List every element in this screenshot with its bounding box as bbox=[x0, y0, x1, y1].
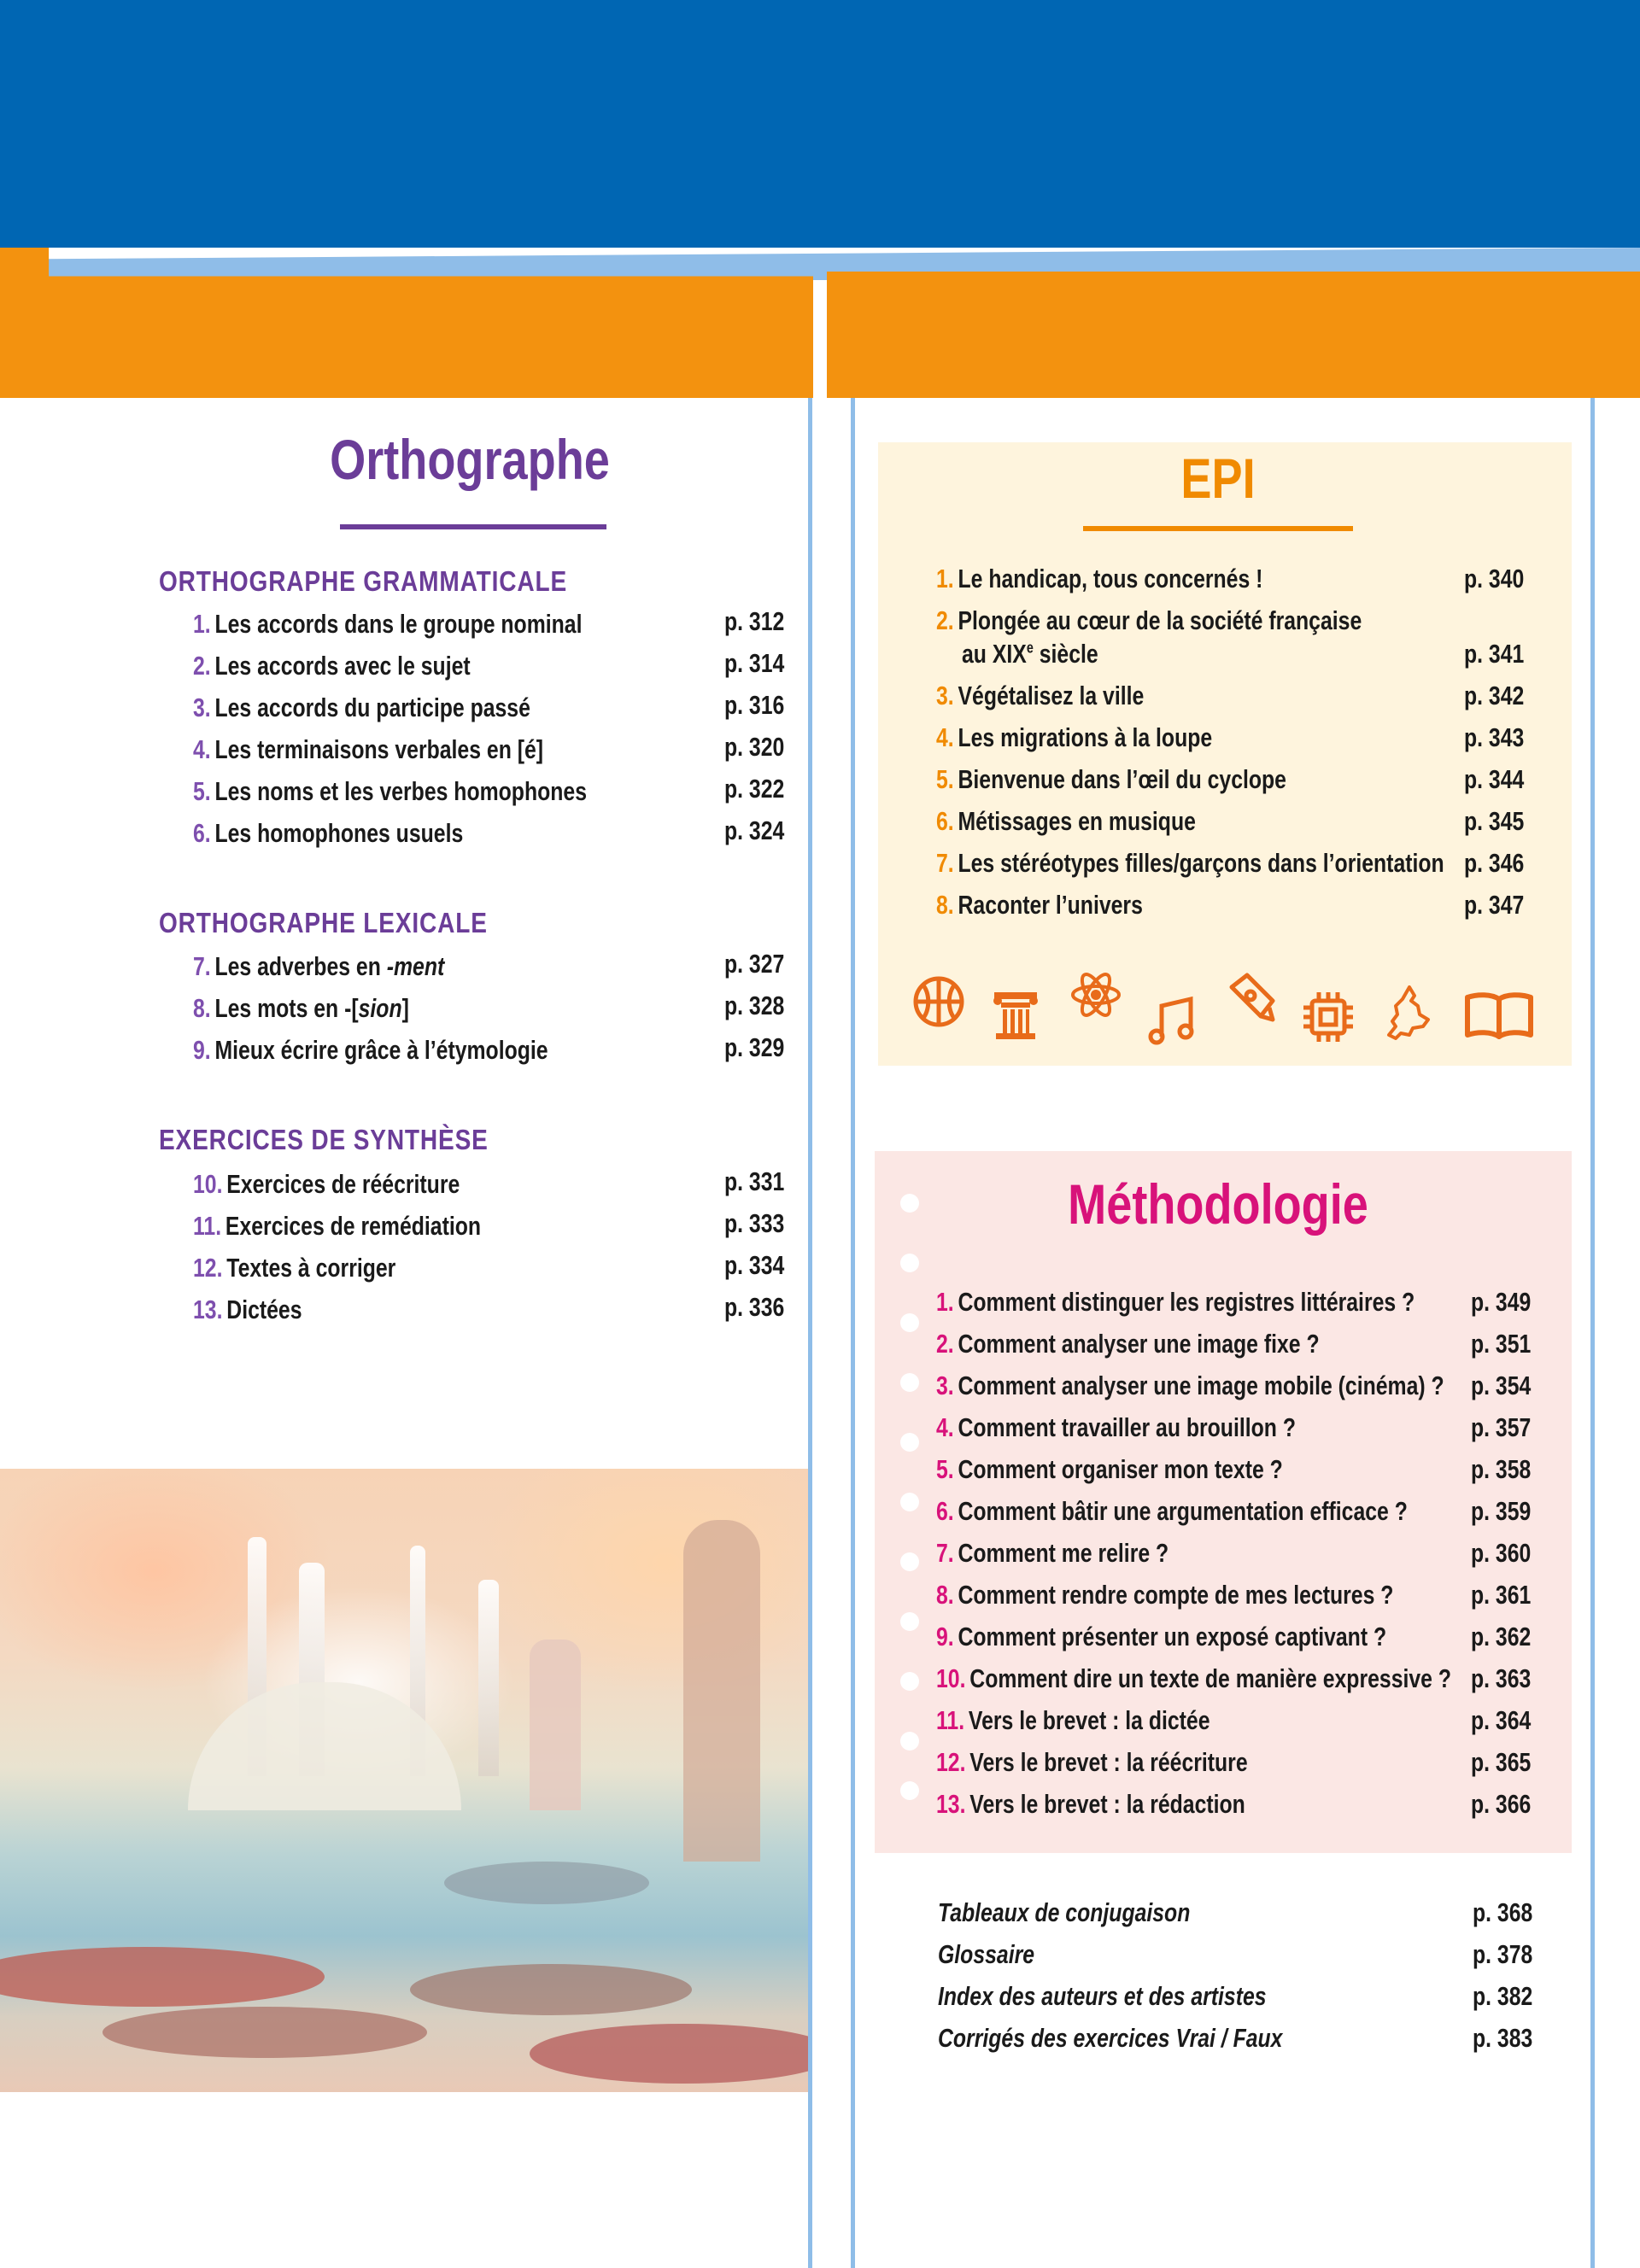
music-note-icon bbox=[1145, 992, 1201, 1049]
toc-entry[interactable]: 9. Comment présenter un exposé captivant ? bbox=[936, 1622, 1387, 1651]
epi-title: EPI bbox=[1180, 447, 1256, 510]
toc-page: p. 329 bbox=[724, 1032, 785, 1062]
toc-entry[interactable]: 3. Comment analyser une image mobile (cinéma) ? bbox=[936, 1371, 1444, 1400]
orthographe-title-rule bbox=[340, 524, 606, 529]
toc-entry[interactable]: 10. Exercices de réécriture bbox=[193, 1169, 460, 1199]
decorative-dot bbox=[900, 1612, 919, 1631]
toc-entry[interactable]: 2. Comment analyser une image fixe ? bbox=[936, 1329, 1320, 1359]
toc-page: p. 341 bbox=[1464, 639, 1525, 669]
toc-page: p. 342 bbox=[1464, 681, 1525, 710]
atom-icon bbox=[1068, 967, 1124, 1023]
toc-entry[interactable]: 1. Comment distinguer les registres littéraires ? bbox=[936, 1287, 1415, 1317]
chip-icon bbox=[1300, 989, 1356, 1045]
decorative-dot bbox=[900, 1493, 919, 1511]
toc-entry[interactable]: 2. Plongée au cœur de la société française bbox=[936, 605, 1362, 635]
toc-page: p. 344 bbox=[1464, 764, 1525, 794]
annex-page: p. 382 bbox=[1473, 1981, 1533, 2011]
annex-entry[interactable]: Index des auteurs et des artistes bbox=[938, 1981, 1267, 2011]
decorative-dot bbox=[900, 1781, 919, 1800]
epi-title-rule bbox=[1083, 526, 1353, 531]
toc-page: p. 363 bbox=[1471, 1663, 1532, 1693]
toc-entry[interactable]: 2. Les accords avec le sujet bbox=[193, 651, 471, 681]
toc-entry[interactable]: 12. Vers le brevet : la réécriture bbox=[936, 1747, 1248, 1777]
toc-entry[interactable]: 6. Métissages en musique bbox=[936, 806, 1196, 836]
decorative-dot bbox=[900, 1672, 919, 1691]
toc-page: p. 314 bbox=[724, 648, 785, 678]
toc-entry[interactable]: 4. Les terminaisons verbales en [é] bbox=[193, 734, 544, 764]
toc-page: p. 345 bbox=[1464, 806, 1525, 836]
toc-page: p. 336 bbox=[724, 1292, 785, 1322]
decorative-dot bbox=[900, 1433, 919, 1452]
pointillist-painting-illustration bbox=[0, 1469, 808, 2092]
toc-page: p. 340 bbox=[1464, 564, 1525, 593]
section-heading-lexicale: ORTHOGRAPHE LEXICALE bbox=[159, 907, 488, 938]
toc-page: p. 320 bbox=[724, 732, 785, 762]
decorative-dot bbox=[900, 1313, 919, 1332]
toc-entry[interactable]: 7. Comment me relire ? bbox=[936, 1538, 1169, 1568]
decorative-dot bbox=[900, 1552, 919, 1571]
toc-entry[interactable]: 7. Les adverbes en -ment bbox=[193, 951, 445, 981]
toc-entry-continuation[interactable]: au XIXe siècle bbox=[962, 639, 1098, 669]
toc-entry[interactable]: 8. Raconter l’univers bbox=[936, 890, 1143, 920]
toc-page: p. 334 bbox=[724, 1250, 785, 1280]
toc-page: p. 366 bbox=[1471, 1789, 1532, 1819]
toc-page: p. 362 bbox=[1471, 1622, 1532, 1651]
annex-page: p. 383 bbox=[1473, 2023, 1533, 2053]
basketball-icon bbox=[911, 973, 967, 1030]
annex-entry[interactable]: Glossaire bbox=[938, 1939, 1035, 1969]
toc-entry[interactable]: 10. Comment dire un texte de manière expressive ? bbox=[936, 1663, 1452, 1693]
toc-entry[interactable]: 3. Végétalisez la ville bbox=[936, 681, 1145, 710]
toc-page: p. 322 bbox=[724, 774, 785, 804]
toc-page: p. 312 bbox=[724, 606, 785, 636]
toc-entry[interactable]: 11. Exercices de remédiation bbox=[193, 1211, 482, 1241]
section-heading-grammaticale: ORTHOGRAPHE GRAMMATICALE bbox=[159, 565, 568, 597]
pen-nib-icon bbox=[1221, 968, 1278, 1025]
toc-page: p. 359 bbox=[1471, 1496, 1532, 1526]
toc-entry[interactable]: 5. Les noms et les verbes homophones bbox=[193, 776, 588, 806]
column-divider-right bbox=[1590, 398, 1595, 2268]
toc-page: p. 331 bbox=[724, 1166, 785, 1196]
section-heading-synthese: EXERCICES DE SYNTHÈSE bbox=[159, 1124, 489, 1155]
book-icon bbox=[1462, 987, 1536, 1043]
annex-entry[interactable]: Corrigés des exercices Vrai / Faux bbox=[938, 2023, 1283, 2053]
toc-entry[interactable]: 8. Les mots en -[sion] bbox=[193, 993, 409, 1023]
toc-page: p. 328 bbox=[724, 991, 785, 1020]
toc-page: p. 358 bbox=[1471, 1454, 1532, 1484]
toc-page: p. 346 bbox=[1464, 848, 1525, 878]
toc-entry[interactable]: 1. Le handicap, tous concernés ! bbox=[936, 564, 1263, 593]
map-icon bbox=[1380, 984, 1437, 1040]
toc-entry[interactable]: 13. Dictées bbox=[193, 1295, 302, 1324]
decorative-dot bbox=[900, 1373, 919, 1392]
toc-page: p. 351 bbox=[1471, 1329, 1532, 1359]
toc-page: p. 333 bbox=[724, 1208, 785, 1238]
toc-entry[interactable]: 12. Textes à corriger bbox=[193, 1253, 396, 1283]
toc-page: p. 364 bbox=[1471, 1705, 1532, 1735]
toc-entry[interactable]: 4. Comment travailler au brouillon ? bbox=[936, 1412, 1296, 1442]
toc-page: p. 327 bbox=[724, 949, 785, 979]
header-band-orange-right bbox=[827, 272, 1640, 398]
annex-entry[interactable]: Tableaux de conjugaison bbox=[938, 1897, 1191, 1927]
header-band-blue bbox=[0, 0, 1640, 248]
toc-page: p. 316 bbox=[724, 690, 785, 720]
annex-page: p. 368 bbox=[1473, 1897, 1533, 1927]
decorative-dot bbox=[900, 1194, 919, 1213]
annex-page: p. 378 bbox=[1473, 1939, 1533, 1969]
toc-entry[interactable]: 8. Comment rendre compte de mes lectures ? bbox=[936, 1580, 1394, 1610]
column-icon bbox=[987, 985, 1044, 1042]
toc-page: p. 357 bbox=[1471, 1412, 1532, 1442]
toc-entry[interactable]: 13. Vers le brevet : la rédaction bbox=[936, 1789, 1245, 1819]
toc-entry[interactable]: 6. Comment bâtir une argumentation efficace ? bbox=[936, 1496, 1408, 1526]
toc-page: p. 360 bbox=[1471, 1538, 1532, 1568]
toc-entry[interactable]: 1. Les accords dans le groupe nominal bbox=[193, 609, 583, 639]
toc-entry[interactable]: 11. Vers le brevet : la dictée bbox=[936, 1705, 1210, 1735]
decorative-dot bbox=[900, 1254, 919, 1272]
toc-entry[interactable]: 5. Bienvenue dans l’œil du cyclope bbox=[936, 764, 1286, 794]
toc-entry[interactable]: 4. Les migrations à la loupe bbox=[936, 722, 1213, 752]
toc-page: p. 349 bbox=[1471, 1287, 1532, 1317]
toc-entry[interactable]: 7. Les stéréotypes filles/garçons dans l’orientation bbox=[936, 848, 1444, 878]
orthographe-title: Orthographe bbox=[330, 428, 610, 491]
toc-page: p. 343 bbox=[1464, 722, 1525, 752]
toc-entry[interactable]: 9. Mieux écrire grâce à l’étymologie bbox=[193, 1035, 548, 1065]
toc-page: p. 354 bbox=[1471, 1371, 1532, 1400]
toc-page: p. 324 bbox=[724, 815, 785, 845]
decorative-dot bbox=[900, 1732, 919, 1751]
toc-entry[interactable]: 6. Les homophones usuels bbox=[193, 818, 464, 848]
toc-entry[interactable]: 5. Comment organiser mon texte ? bbox=[936, 1454, 1283, 1484]
methodologie-title: Méthodologie bbox=[1068, 1172, 1368, 1236]
toc-page: p. 347 bbox=[1464, 890, 1525, 920]
column-divider-middle bbox=[851, 398, 855, 2268]
toc-entry[interactable]: 3. Les accords du participe passé bbox=[193, 693, 530, 722]
toc-page: p. 365 bbox=[1471, 1747, 1532, 1777]
toc-page: p. 361 bbox=[1471, 1580, 1532, 1610]
column-divider-left bbox=[808, 398, 812, 2268]
